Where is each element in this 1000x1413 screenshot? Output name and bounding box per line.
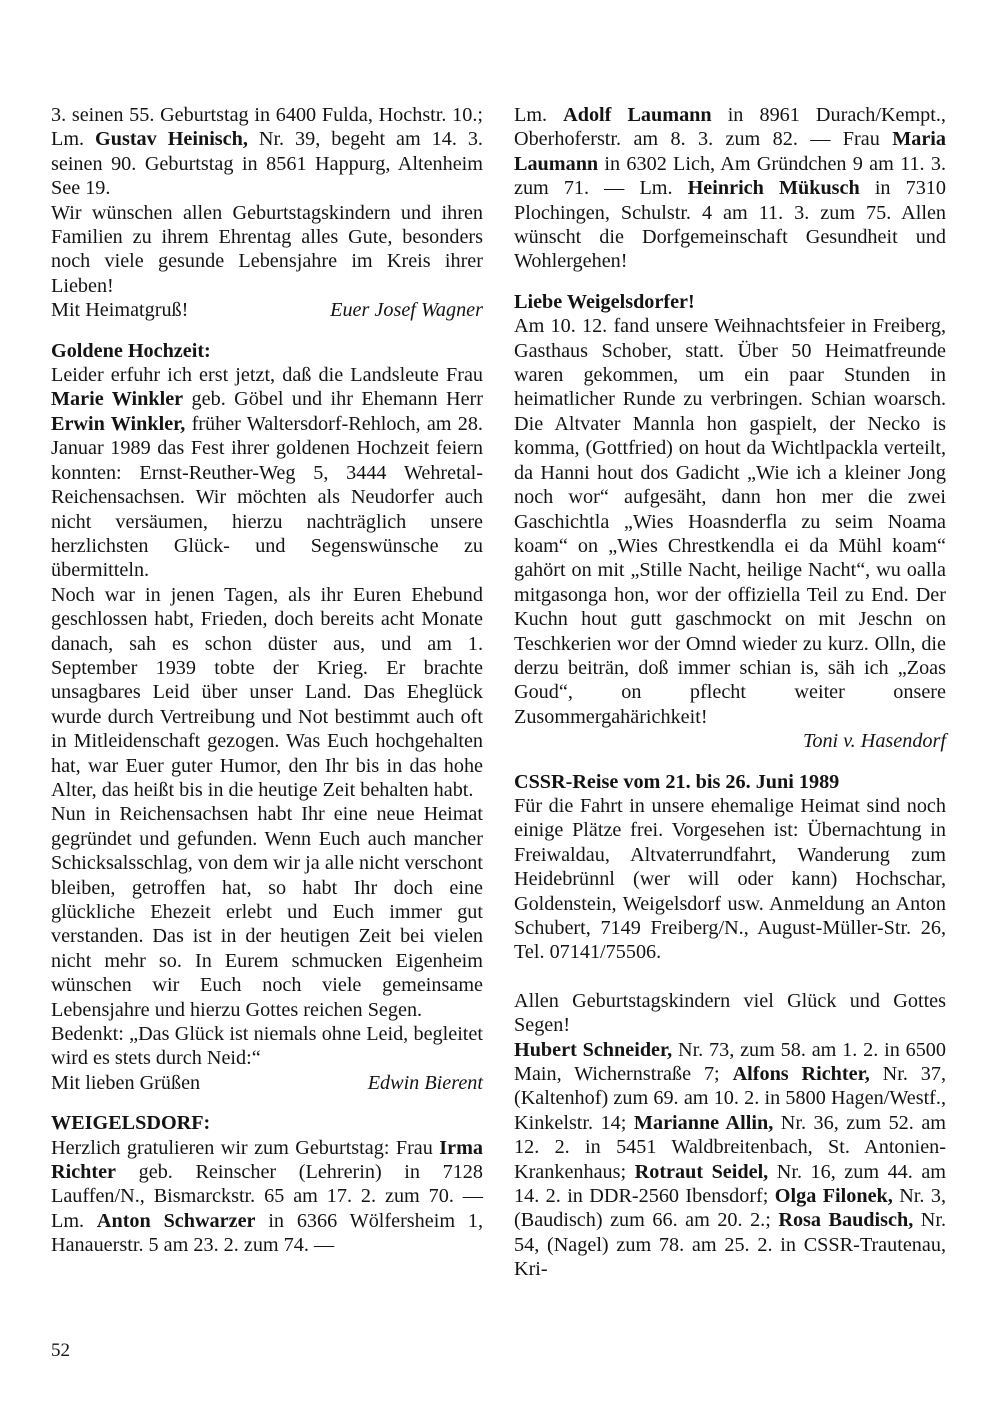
greeting: Mit Heimatgruß! (51, 299, 189, 322)
person-name: Marianne Allin, (633, 1111, 774, 1134)
person-name: Erwin Winkler, (51, 412, 186, 435)
left-column (51, 103, 483, 1258)
text-run: in 6302 Lich, Am Gründchen 9 am 11. 3. zum 71. — Lm. (514, 152, 946, 200)
person-name: Alfons Richter, (732, 1063, 870, 1086)
text-run: in 7310 Plochingen, Schulstr. 4 am 11. 3. zum 75. Allen wünscht die Dorfgemeinschaft Gesundheit und Wohlergehen! (514, 177, 946, 273)
person-name: Rotraut Seidel, (634, 1160, 769, 1183)
text-run: in 6366 Wölfersheim 1, Hanauerstr. 5 am 23. 2. zum 74. — (51, 1209, 483, 1257)
text-run: Nr. 16, zum 44. am 14. 2. in DDR-2560 Ibensdorf; (514, 1160, 947, 1208)
text-run: Nr. 3, (Baudisch) zum 66. am 20. 2.; (514, 1185, 946, 1232)
article-paragraph: Am 10. 12. fand unsere Weihnachtsfeier in Freiberg, Gasthaus Schober, statt. Über 50 Heimatfreunde waren gekommen, um ein paar Stunden in heimatlicher Runde zu verbringen. Schian woarsch. Die Altvater Mannla hon gaspielt, der Necko is komma, (Gottfried) on hout da Wichtlpackla verteilt, da Hanni hout dos Gadicht „Wie ich a kleiner Jong noch wor“ aufgesäht, dann hon mer die zwei Gaschichtla „Wies Hoasnderfla zu seim Noama koam“ on „Wies Chrestkendla ei da Mühl koam“ gahört on mit „Stille Nacht, heilige Nacht“, wu oalla mitgasonga hon, wor der offiziella Teil zu End. Der Kuchn hout gutt gaschmockt on mit Jeschn on Teschkerien wor der Omnd wieder zu kurz. Olln, die derzu beiträn, doß immer schian is, säh ich „Zoas Goud“, on pflecht weiter onsere Zusommergahärichkeit! (514, 315, 946, 728)
article-paragraph: Noch war in jenen Tagen, als ihr Euren Ehebund geschlossen habt, Frieden, doch bereits acht Monate danach, sah es schon düster aus, und am 1. September 1939 tobte der Krieg. Er brachte unsagbares Leid über unser Land. Das Eheglück wurde durch Vertreibung und Not bestimmt auch oft in Mitleidenschaft gezogen. Was Euch hochgehalten hat, war Euer guter Humor, den Ihr bis in das hohe Alter, das heißt bis in die heutige Zeit behalten habt. (51, 583, 483, 801)
text-run: Lm. (514, 104, 564, 126)
text-run: Leider erfuhr ich erst jetzt, daß die Landsleute Frau (51, 364, 483, 387)
birthday-wishes: Wir wünschen allen Geburtstagskindern und ihren Familien zu ihrem Ehrentag alles Gute, besonders noch viele gesunde Lebensjahre im Kreis ihrer Lieben! (51, 201, 483, 297)
article-paragraph: Für die Fahrt in unsere ehemalige Heimat sind noch einige Plätze frei. Vorgesehen ist: Übernachtung in Freiwaldau, Altvaterrundfahrt, Wanderung zum Heidebrünnl (wer will oder kann) Hochschar, Goldenstein, Weigelsdorf usw. Anmeldung an Anton Schubert, 7149 Freiberg/N., August-Müller-Str. 26, Tel. 07141/75506. (514, 794, 946, 964)
right-column (514, 103, 946, 1282)
signature: Edwin Bierent (367, 1071, 483, 1094)
signature-line (51, 1071, 483, 1095)
person-name: Rosa Baudisch, (778, 1209, 914, 1232)
text-run: 3. seinen 55. Geburtstag in 6400 Fulda, Hochstr. 10.; Lm. (51, 104, 483, 151)
person-name: Irma Richter (51, 1136, 483, 1184)
text-run: Nr. 39, begeht am 14. 3. seinen 90. Geburtstag in 8561 Happurg, Altenheim See 19. (51, 128, 483, 200)
page-number: 52 (51, 1340, 70, 1361)
signature: Euer Josef Wagner (330, 299, 483, 322)
text-run: Herzlich gratulieren wir zum Geburtstag: Frau (51, 1136, 440, 1159)
text-run: geb. Göbel und ihr Ehemann Herr (183, 388, 483, 411)
person-name: Adolf Laumann (563, 104, 712, 126)
birthday-continuation (514, 103, 946, 274)
heading-cssr-reise: CSSR-Reise vom 21. bis 26. Juni 1989 (514, 770, 840, 793)
person-name: Maria Laumann (514, 128, 946, 175)
person-name: Olga Filonek, (774, 1185, 893, 1208)
signature: Toni v. Hasendorf (802, 730, 946, 753)
birthday-continuation (51, 103, 483, 201)
text-run: Nr. 73, zum 58. am 1. 2. in 6500 Main, Wichernstraße 7; (514, 1038, 946, 1086)
text-run: Nr. 36, zum 52. am 12. 2. in 5451 Waldbreitenbach, St. Antonien-Krankenhaus; (514, 1111, 946, 1183)
text-run: in 8961 Durach/Kempt., Oberhoferstr. am 8. 3. zum 82. — Frau (514, 104, 946, 151)
heading-liebe-weigelsdorfer: Liebe Weigelsdorfer! (514, 290, 695, 313)
text-run: geb. Reinscher (Lehrerin) in 7128 Lauffen/N., Bismarckstr. 65 am 17. 2. zum 70. — Lm. (51, 1161, 483, 1232)
heading-goldene-hochzeit: Goldene Hochzeit: (51, 339, 211, 362)
person-name: Hubert Schneider, (514, 1038, 673, 1061)
greeting: Mit lieben Grüßen (51, 1071, 201, 1094)
birthday-list (514, 1038, 946, 1282)
article-paragraph (51, 363, 483, 583)
article-paragraph (51, 1136, 483, 1258)
quote-paragraph: Bedenkt: „Das Glück ist niemals ohne Leid, begleitet wird es stets durch Neid:“ (51, 1023, 483, 1070)
person-name: Gustav Heinisch, (95, 128, 248, 151)
spacer (514, 965, 946, 989)
article-paragraph: Nun in Reichensachsen habt Ihr eine neue Heimat gegründet und gefunden. Wenn Euch auch mancher Schicksalsschlag, von dem wir ja alle nicht verschont bleiben, getroffen hat, so habt Ihr doch eine glückliche Ehezeit erlebt und Euch immer gut verstanden. Das ist in der heutigen Zeit bei vielen nicht mehr so. In Eurem schmucken Eigenheim wünschen wir Euch noch viele gemeinsame Lebensjahre und hierzu Gottes reichen Segen. (51, 803, 483, 1021)
person-name: Marie Winkler (51, 388, 184, 411)
signature-line (51, 298, 483, 322)
heading-weigelsdorf: WEIGELSDORF: (51, 1112, 211, 1135)
person-name: Anton Schwarzer (96, 1209, 256, 1232)
text-run: Nr. 54, (Nagel) zum 78. am 25. 2. in CSSR-Trautenau, Kri- (514, 1209, 947, 1281)
text-run: früher Waltersdorf-Rehloch, am 28. Januar 1989 das Fest ihrer goldenen Hochzeit feiern konnten: Ernst-Reuther-Weg 5, 3444 Wehretal-Reichensachsen. Wir möchten als Neudorfer auch nicht versäumen, hierzu nachträglich unsere herzlichsten Glück- und Segenswünsche zu übermitteln. (51, 412, 483, 582)
birthday-wishes: Allen Geburtstagskindern viel Glück und Gottes Segen! (514, 989, 946, 1037)
signature-line (514, 729, 946, 753)
person-name: Heinrich Mükusch (687, 177, 860, 200)
text-run: Nr. 37, (Kaltenhof) zum 69. am 10. 2. in 5800 Hagen/Westf., Kinkelstr. 14; (514, 1063, 946, 1134)
